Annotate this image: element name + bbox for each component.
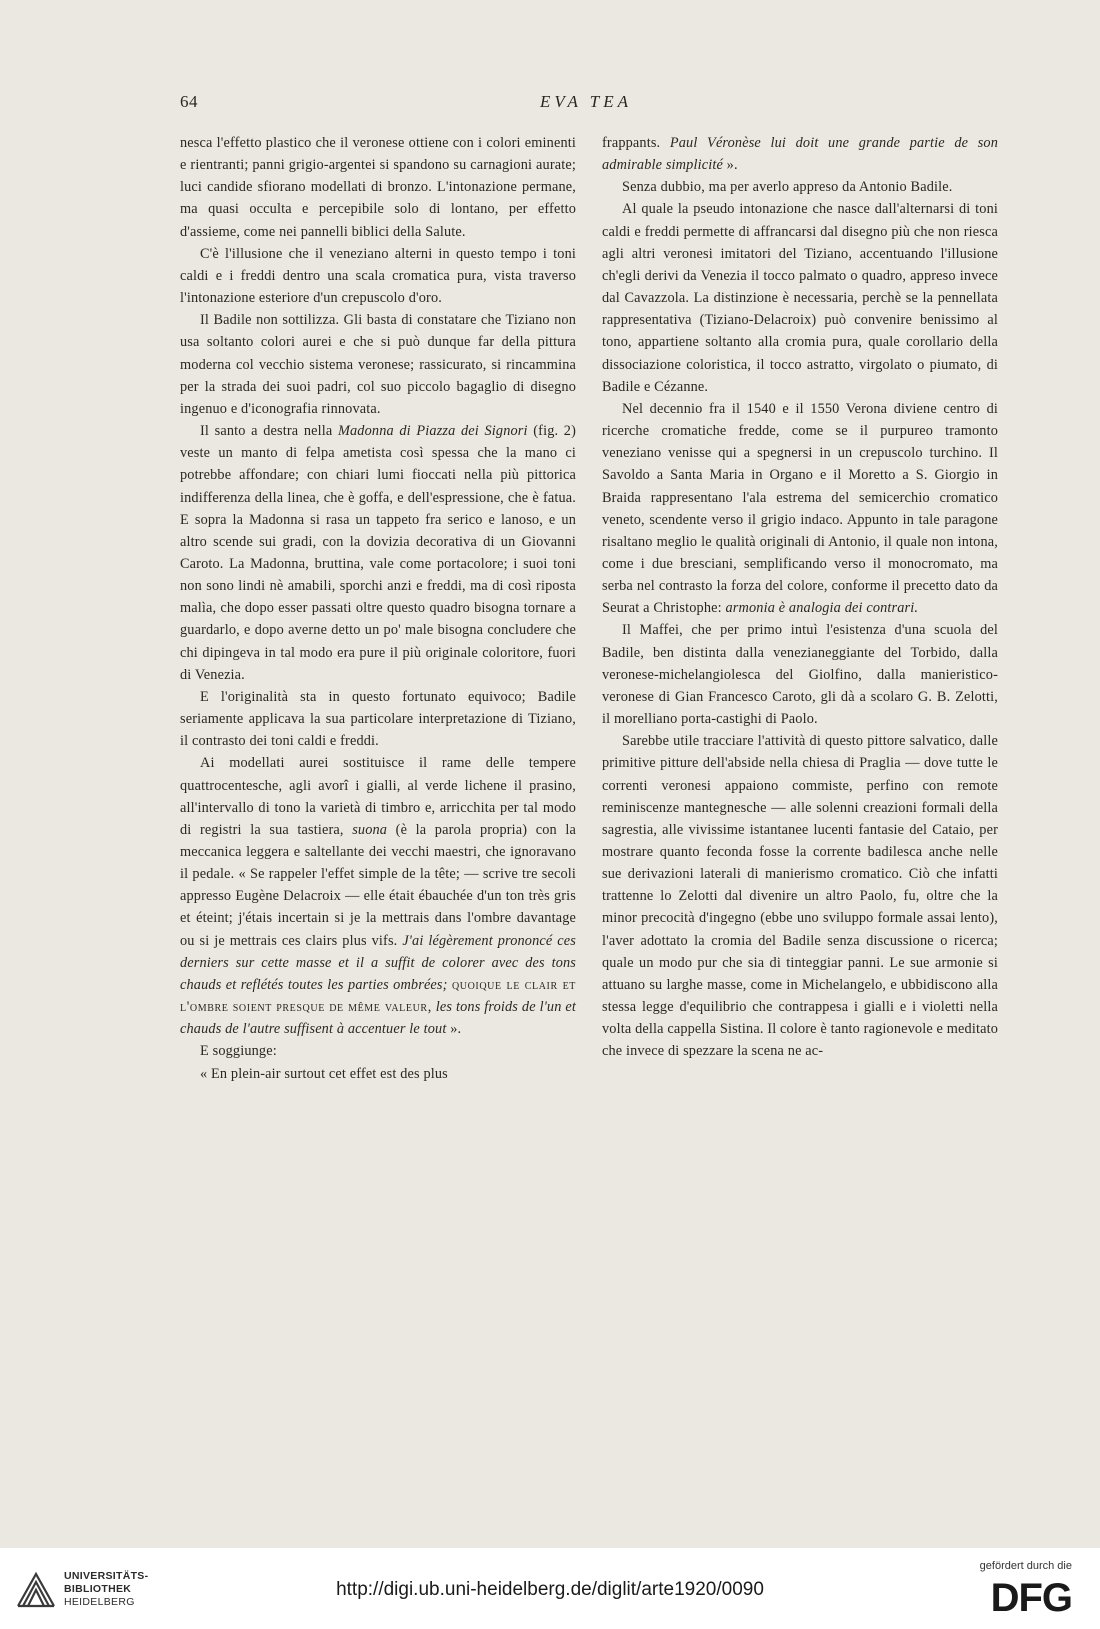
paragraph xyxy=(180,420,576,686)
paragraph: Il Maffei, che per primo intuì l'esistenza d'una scuola del Badile, ben distinta dalla venezianeggiante del Torbido, dalla veronese-michelangiolesca del Giolfino, dalla manieristico-veronese di Gian Francesco Caroto, gli dà a scolaro G. B. Zelotti, il morelliano porta-castighi di Paolo. xyxy=(602,622,998,728)
text-run: Ai modellati aurei sostituisce il rame delle tempere quattrocentesche, agli avorî i gialli, al verde lichene il prasino, all'intervallo di tono la varietà di timbro e, arricchita per tal modo di registri la sua tastiera, xyxy=(180,755,576,838)
paragraph: nesca l'effetto plastico che il veronese ottiene con i colori eminenti e rientranti; panni grigio-argentei si spandono su carnagioni aurate; luci candide sfiorano modellati di bronzo. L'intonazione permane, ma quasi occulta e percepibile solo di lontano, per effetto d'assieme, come nei pannelli biblici della Salute. xyxy=(180,135,576,240)
quotation-italic: armonia è analogia dei contrari. xyxy=(725,600,919,617)
page-number: 64 xyxy=(180,92,198,111)
text-run: (è la parola propria) con la meccanica leggera e saltellante dei vecchi maestri, che ignoravano il pedale. « Se rappeler l'effet simple de la tête; — scrive tre secoli appresso Eugène Delacroix — elle était ébauchée d'un ton très gris et éteint; j'étais incertain si je la mettrais dans l'ombre davantage ou si je mettrais ces clairs plus vifs. xyxy=(180,821,576,949)
quotation-italic: Paul Véronèse lui doit une grande partie de son admirable simplicité xyxy=(602,135,999,174)
paragraph xyxy=(602,132,998,176)
paragraph: Il Badile non sottilizza. Gli basta di constatare che Tiziano non usa soltanto colori aurei e che si può dunque far della pittura moderna col vecchio sistema veronese; rassicurato, si rincammina per la strada dei suoi padri, col suo piccolo bagaglio di disegno ingenuo e d'iconografia rinnovata. xyxy=(180,312,576,417)
library-name-line: BIBLIOTHEK xyxy=(64,1583,132,1595)
paragraph: E soggiunge: xyxy=(200,1043,277,1060)
digitization-footer xyxy=(0,1548,1100,1629)
source-url-link[interactable]: http://digi.ub.uni-heidelberg.de/diglit/arte1920/0090 xyxy=(336,1579,764,1600)
paragraph: Al quale la pseudo intonazione che nasce dall'alternarsi di toni caldi e freddi permette di affrancarsi dal disegno più che non riesca agli altri veronesi imitatori del Tiziano, accentuando l'illusione ch'egli derivi da Venezia il tocco palmato o quadro, appreso invece dal Cavazzola. La distinzione è necessaria, perchè se la pennellata rappresentativa (Tiziano-Delacroix) può convenire benissimo al tono, appartiene soltanto alla cromia pura, quale corollario della dissociazione coloristica, il tocco astratto, virgolato o piumato, di Badile e Cézanne. xyxy=(602,201,998,395)
page-header xyxy=(180,92,992,118)
paragraph xyxy=(602,398,998,620)
paragraph: Senza dubbio, ma per averlo appreso da Antonio Badile. xyxy=(622,179,953,196)
paragraph: E l'originalità sta in questo fortunato equivoco; Badile seriamente applicava la sua particolare interpretazione di Tiziano, il contrasto dei toni caldi e freddi. xyxy=(180,688,576,750)
paragraph: C'è l'illusione che il veneziano alterni in questo tempo i toni caldi e i freddi dentro una scala cromatica pura, vista traverso l'intonazione esteriore d'un crepuscolo d'oro. xyxy=(180,245,576,307)
paragraph: Sarebbe utile tracciare l'attività di questo pittore salvatico, dalle primitive pitture dell'abside nella chiesa di Praglia — dove tutte le correnti veronesi appaiono commiste, perfino con remote reminiscenze mantegnesche — alle solenni creazioni formali della sagrestia, alle vivissime istantanee lucenti fantasie del Cataio, per mostrare quanto feconda fosse la corrente badilesca anche nelle sue derivazioni laterali di manierismo cromatico. Ciò che infatti trattenne lo Zelotti dal divenire un altro Paolo, fu, oltre che la minor precocità d'ingegno (ebbe uno sviluppo formale assai lento), l'aver adottato la cromia del Badile senza discussione o ricerca; quale un modo pur che sia di tinteggiar panni. Le sue armonie si attuano su larghe masse, come in Michelangelo, e ubbidiscono alla stessa legge d'equilibrio che contrappesa i gialli e i violetti nella volta della cappella Sistina. Il colore è tanto ragionevole e meditato che invece di spezzare la scena ne ac- xyxy=(602,733,998,1060)
quotation-italic: J'ai légèrement prononcé ces derniers sur cette masse et il a suffit de colorer avec des tons chauds et reflétés toutes les parties ombrées; xyxy=(180,932,576,993)
paragraph: « En plein-air surtout cet effet est des plus xyxy=(200,1065,448,1082)
artwork-title: Madonna di Piazza dei Signori xyxy=(337,423,528,440)
library-name-line: HEIDELBERG xyxy=(64,1596,135,1608)
emphasis: suona xyxy=(352,821,388,838)
text-run: ». xyxy=(450,1021,462,1038)
text-run: Nel decennio fra il 1540 e il 1550 Verona diviene centro di ricerche cromatiche fredde, come se il purpureo tramonto veneziano venisse qui a spegnersi in un crepuscolo turchino. Il Savoldo a Santa Maria in Organo e il Moretto a S. Giorgio in Braida rappresentano l'ala estrema del semicerchio cromatico veneto, scendente verso il grigio indaco. Appunto in tale paragone risaltano meglio le qualità originali di Antonio, il quale non intona, come i due bresciani, semplificando verso il monocromato, ma serba nel contrasto la forza del colore, conforme il precetto dato da Seurat a Christophe: xyxy=(602,400,998,617)
funding-caption: gefördert durch die xyxy=(979,1560,1072,1572)
left-column xyxy=(180,132,576,1085)
running-title: EVA TEA xyxy=(539,92,633,111)
text-run: (fig. 2) veste un manto di felpa ametista così spessa che la mano ci potrebbe affondare; con chiari lumi fioccati nella più pittorica indifferenza della linea, che è goffa, e dell'espressione, che è fatua. E sopra la Madonna si rasa un tappeto fra serico e lanoso, e un altro scende sui gradi, con la dovizia decorativa di un Giovanni Caroto. La Madonna, bruttina, vale come portacolore; i suoi toni non sono lindi nè amabili, sporchi anzi e freddi, ma di così riposta malìa, che dopo esser passati oltre questo quadro bisogna tornare a guardarlo, e dopo averne detto un po' male bisogna concludere che chi dipingeva in tal modo era pure il più originale coloritore, fuori di Venezia. xyxy=(180,423,577,683)
text-run: ». xyxy=(726,157,738,174)
paragraph xyxy=(180,752,576,1040)
text-run: frappants. xyxy=(602,135,661,151)
library-name-line: UNIVERSITÄTS- xyxy=(64,1570,149,1582)
dfg-logo: DFG xyxy=(990,1576,1072,1620)
text-run: Il santo a destra nella xyxy=(200,423,333,440)
right-column xyxy=(602,132,998,1063)
quotation-italic: les tons froids de l'un et chauds de l'autre suffisent à accentuer le tout xyxy=(180,999,577,1038)
quotation-small-caps: quoique le clair et l'ombre soient presque de même valeur, xyxy=(180,976,576,1016)
